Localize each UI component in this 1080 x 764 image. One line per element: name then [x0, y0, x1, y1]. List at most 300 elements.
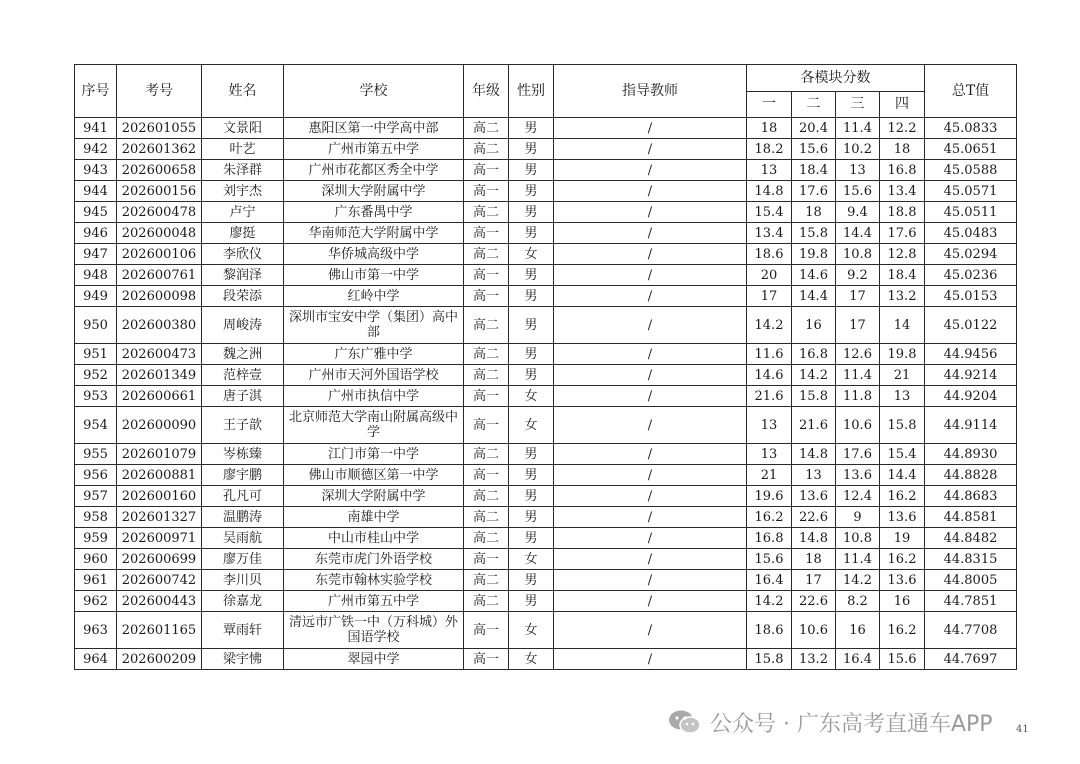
cell-name: 卢宁 — [202, 202, 284, 223]
cell-exam-no: 202600761 — [117, 265, 202, 286]
cell-seq: 963 — [75, 612, 117, 649]
cell-module-2: 19.8 — [792, 244, 836, 265]
cell-exam-no: 202600473 — [117, 344, 202, 365]
cell-name: 黎润泽 — [202, 265, 284, 286]
cell-seq: 950 — [75, 307, 117, 344]
cell-total: 45.0294 — [925, 244, 1017, 265]
cell-exam-no: 202600160 — [117, 486, 202, 507]
cell-exam-no: 202601165 — [117, 612, 202, 649]
table-row — [75, 202, 1017, 223]
cell-module-2: 16.8 — [792, 344, 836, 365]
cell-grade: 高一 — [464, 649, 509, 670]
cell-total: 44.8930 — [925, 444, 1017, 465]
cell-school: 广州市第五中学 — [284, 591, 464, 612]
cell-exam-no: 202600090 — [117, 407, 202, 444]
cell-name: 孔凡可 — [202, 486, 284, 507]
cell-module-3: 14.2 — [836, 570, 880, 591]
cell-seq: 958 — [75, 507, 117, 528]
cell-module-4: 16.2 — [880, 486, 925, 507]
cell-module-2: 13.2 — [792, 649, 836, 670]
cell-gender: 男 — [509, 486, 554, 507]
table-row — [75, 407, 1017, 444]
cell-exam-no: 202600443 — [117, 591, 202, 612]
cell-module-4: 13 — [880, 386, 925, 407]
cell-teacher: / — [554, 649, 747, 670]
cell-grade: 高二 — [464, 591, 509, 612]
cell-total: 45.0153 — [925, 286, 1017, 307]
table-row — [75, 386, 1017, 407]
watermark — [668, 706, 993, 738]
cell-module-4: 13.2 — [880, 286, 925, 307]
cell-grade: 高一 — [464, 465, 509, 486]
table-row — [75, 265, 1017, 286]
cell-teacher: / — [554, 465, 747, 486]
cell-total: 44.8482 — [925, 528, 1017, 549]
cell-gender: 女 — [509, 612, 554, 649]
cell-name: 李川贝 — [202, 570, 284, 591]
cell-seq: 956 — [75, 465, 117, 486]
cell-gender: 女 — [509, 649, 554, 670]
cell-total: 44.9214 — [925, 365, 1017, 386]
cell-teacher: / — [554, 528, 747, 549]
cell-module-1: 13 — [747, 407, 792, 444]
cell-name: 文景阳 — [202, 118, 284, 139]
cell-gender: 男 — [509, 570, 554, 591]
cell-module-1: 20 — [747, 265, 792, 286]
cell-name: 王子歆 — [202, 407, 284, 444]
cell-grade: 高一 — [464, 612, 509, 649]
cell-school: 中山市桂山中学 — [284, 528, 464, 549]
cell-seq: 947 — [75, 244, 117, 265]
cell-seq: 946 — [75, 223, 117, 244]
cell-module-1: 14.2 — [747, 591, 792, 612]
cell-total: 44.8828 — [925, 465, 1017, 486]
cell-seq: 945 — [75, 202, 117, 223]
cell-module-2: 20.4 — [792, 118, 836, 139]
cell-module-2: 13.6 — [792, 486, 836, 507]
cell-module-3: 11.4 — [836, 118, 880, 139]
cell-gender: 男 — [509, 365, 554, 386]
cell-module-2: 16 — [792, 307, 836, 344]
cell-teacher: / — [554, 344, 747, 365]
cell-gender: 男 — [509, 307, 554, 344]
cell-exam-no: 202600971 — [117, 528, 202, 549]
cell-school: 红岭中学 — [284, 286, 464, 307]
cell-exam-no: 202600881 — [117, 465, 202, 486]
cell-module-4: 15.8 — [880, 407, 925, 444]
cell-exam-no: 202600380 — [117, 307, 202, 344]
header-module-4: 四 — [880, 92, 925, 118]
cell-module-4: 15.6 — [880, 649, 925, 670]
cell-total: 45.0483 — [925, 223, 1017, 244]
cell-seq: 964 — [75, 649, 117, 670]
cell-school: 江门市第一中学 — [284, 444, 464, 465]
cell-name: 段荣添 — [202, 286, 284, 307]
cell-teacher: / — [554, 202, 747, 223]
cell-exam-no: 202600156 — [117, 181, 202, 202]
cell-teacher: / — [554, 407, 747, 444]
cell-module-2: 21.6 — [792, 407, 836, 444]
cell-teacher: / — [554, 307, 747, 344]
table-row — [75, 444, 1017, 465]
cell-module-2: 18 — [792, 549, 836, 570]
cell-module-1: 16.2 — [747, 507, 792, 528]
cell-module-2: 13 — [792, 465, 836, 486]
header-grade: 年级 — [464, 65, 509, 118]
cell-exam-no: 202601327 — [117, 507, 202, 528]
cell-module-3: 13 — [836, 160, 880, 181]
cell-gender: 男 — [509, 181, 554, 202]
cell-grade: 高二 — [464, 365, 509, 386]
table-row — [75, 344, 1017, 365]
table-row — [75, 365, 1017, 386]
header-name: 姓名 — [202, 65, 284, 118]
cell-module-3: 16.4 — [836, 649, 880, 670]
cell-grade: 高一 — [464, 386, 509, 407]
cell-exam-no: 202601349 — [117, 365, 202, 386]
cell-grade: 高二 — [464, 486, 509, 507]
cell-gender: 男 — [509, 160, 554, 181]
cell-module-1: 16.4 — [747, 570, 792, 591]
cell-teacher: / — [554, 223, 747, 244]
cell-seq: 957 — [75, 486, 117, 507]
cell-module-4: 19.8 — [880, 344, 925, 365]
cell-seq: 943 — [75, 160, 117, 181]
cell-school: 佛山市顺德区第一中学 — [284, 465, 464, 486]
cell-total: 44.8005 — [925, 570, 1017, 591]
cell-exam-no: 202600209 — [117, 649, 202, 670]
cell-module-3: 11.4 — [836, 549, 880, 570]
cell-total: 44.9114 — [925, 407, 1017, 444]
page-number: 41 — [1016, 724, 1029, 735]
table-row — [75, 465, 1017, 486]
cell-grade: 高二 — [464, 444, 509, 465]
cell-school: 佛山市第一中学 — [284, 265, 464, 286]
table-row — [75, 139, 1017, 160]
cell-module-2: 15.8 — [792, 223, 836, 244]
cell-module-1: 21 — [747, 465, 792, 486]
cell-module-4: 16.2 — [880, 612, 925, 649]
cell-seq: 951 — [75, 344, 117, 365]
cell-teacher: / — [554, 612, 747, 649]
cell-school: 北京师范大学南山附属高级中学 — [284, 407, 464, 444]
cell-module-4: 19 — [880, 528, 925, 549]
cell-total: 45.0571 — [925, 181, 1017, 202]
cell-grade: 高一 — [464, 181, 509, 202]
cell-total: 45.0511 — [925, 202, 1017, 223]
cell-module-4: 15.4 — [880, 444, 925, 465]
cell-module-4: 13.6 — [880, 570, 925, 591]
cell-seq: 948 — [75, 265, 117, 286]
cell-module-3: 9 — [836, 507, 880, 528]
cell-school: 广州市执信中学 — [284, 386, 464, 407]
header-module-group: 各模块分数 — [747, 65, 925, 92]
table-row — [75, 286, 1017, 307]
cell-module-4: 18 — [880, 139, 925, 160]
cell-exam-no: 202600661 — [117, 386, 202, 407]
cell-module-2: 14.6 — [792, 265, 836, 286]
cell-school: 南雄中学 — [284, 507, 464, 528]
cell-grade: 高二 — [464, 118, 509, 139]
header-module-3: 三 — [836, 92, 880, 118]
table-row — [75, 612, 1017, 649]
cell-teacher: / — [554, 549, 747, 570]
table-row — [75, 118, 1017, 139]
cell-name: 刘宇杰 — [202, 181, 284, 202]
cell-grade: 高二 — [464, 570, 509, 591]
cell-name: 周峻涛 — [202, 307, 284, 344]
cell-name: 朱泽群 — [202, 160, 284, 181]
cell-seq: 961 — [75, 570, 117, 591]
table-row — [75, 307, 1017, 344]
cell-module-4: 12.2 — [880, 118, 925, 139]
cell-total: 44.9456 — [925, 344, 1017, 365]
cell-school: 东莞市虎门外语学校 — [284, 549, 464, 570]
cell-module-1: 18.6 — [747, 612, 792, 649]
cell-module-2: 15.8 — [792, 386, 836, 407]
cell-module-3: 9.4 — [836, 202, 880, 223]
cell-teacher: / — [554, 160, 747, 181]
cell-seq: 944 — [75, 181, 117, 202]
cell-module-3: 10.2 — [836, 139, 880, 160]
cell-module-3: 11.8 — [836, 386, 880, 407]
cell-module-2: 14.2 — [792, 365, 836, 386]
cell-module-4: 18.4 — [880, 265, 925, 286]
cell-seq: 960 — [75, 549, 117, 570]
cell-gender: 女 — [509, 386, 554, 407]
cell-total: 44.8315 — [925, 549, 1017, 570]
cell-module-1: 13.4 — [747, 223, 792, 244]
table-row — [75, 591, 1017, 612]
header-gender: 性别 — [509, 65, 554, 118]
cell-name: 梁宇怫 — [202, 649, 284, 670]
cell-module-4: 14.4 — [880, 465, 925, 486]
cell-module-4: 21 — [880, 365, 925, 386]
cell-module-1: 11.6 — [747, 344, 792, 365]
cell-gender: 男 — [509, 202, 554, 223]
cell-name: 吴雨航 — [202, 528, 284, 549]
table-row — [75, 160, 1017, 181]
cell-module-4: 16.2 — [880, 549, 925, 570]
cell-module-1: 15.4 — [747, 202, 792, 223]
cell-total: 44.8581 — [925, 507, 1017, 528]
cell-seq: 959 — [75, 528, 117, 549]
table-row — [75, 649, 1017, 670]
cell-name: 魏之洲 — [202, 344, 284, 365]
cell-name: 李欣仪 — [202, 244, 284, 265]
cell-grade: 高二 — [464, 202, 509, 223]
cell-module-4: 14 — [880, 307, 925, 344]
cell-teacher: / — [554, 286, 747, 307]
cell-module-3: 17.6 — [836, 444, 880, 465]
table-row — [75, 549, 1017, 570]
cell-exam-no: 202601079 — [117, 444, 202, 465]
cell-module-3: 15.6 — [836, 181, 880, 202]
cell-grade: 高二 — [464, 244, 509, 265]
cell-module-2: 15.6 — [792, 139, 836, 160]
score-table — [74, 64, 1017, 670]
cell-grade: 高二 — [464, 307, 509, 344]
cell-total: 45.0833 — [925, 118, 1017, 139]
cell-module-1: 21.6 — [747, 386, 792, 407]
cell-exam-no: 202600742 — [117, 570, 202, 591]
cell-grade: 高一 — [464, 160, 509, 181]
cell-exam-no: 202600098 — [117, 286, 202, 307]
cell-total: 45.0651 — [925, 139, 1017, 160]
cell-module-3: 17 — [836, 307, 880, 344]
cell-module-1: 18.6 — [747, 244, 792, 265]
cell-grade: 高一 — [464, 286, 509, 307]
cell-school: 翠园中学 — [284, 649, 464, 670]
cell-name: 廖挺 — [202, 223, 284, 244]
cell-grade: 高二 — [464, 344, 509, 365]
cell-module-3: 9.2 — [836, 265, 880, 286]
cell-school: 深圳市宝安中学（集团）高中部 — [284, 307, 464, 344]
cell-module-4: 13.4 — [880, 181, 925, 202]
cell-module-1: 13 — [747, 160, 792, 181]
cell-total: 45.0122 — [925, 307, 1017, 344]
cell-exam-no: 202600106 — [117, 244, 202, 265]
cell-teacher: / — [554, 244, 747, 265]
cell-school: 广州市天河外国语学校 — [284, 365, 464, 386]
cell-total: 44.7708 — [925, 612, 1017, 649]
cell-school: 华侨城高级中学 — [284, 244, 464, 265]
cell-gender: 男 — [509, 507, 554, 528]
cell-module-2: 18.4 — [792, 160, 836, 181]
cell-module-3: 10.6 — [836, 407, 880, 444]
cell-module-3: 16 — [836, 612, 880, 649]
cell-gender: 男 — [509, 528, 554, 549]
cell-seq: 952 — [75, 365, 117, 386]
cell-gender: 男 — [509, 118, 554, 139]
cell-school: 深圳大学附属中学 — [284, 486, 464, 507]
table-row — [75, 244, 1017, 265]
cell-module-4: 13.6 — [880, 507, 925, 528]
cell-school: 深圳大学附属中学 — [284, 181, 464, 202]
cell-grade: 高二 — [464, 528, 509, 549]
cell-seq: 941 — [75, 118, 117, 139]
cell-module-1: 17 — [747, 286, 792, 307]
cell-name: 叶艺 — [202, 139, 284, 160]
cell-total: 45.0588 — [925, 160, 1017, 181]
cell-module-1: 14.8 — [747, 181, 792, 202]
cell-gender: 女 — [509, 407, 554, 444]
cell-seq: 955 — [75, 444, 117, 465]
cell-name: 廖万佳 — [202, 549, 284, 570]
cell-seq: 953 — [75, 386, 117, 407]
cell-name: 廖宇鹏 — [202, 465, 284, 486]
table-row — [75, 528, 1017, 549]
cell-module-3: 14.4 — [836, 223, 880, 244]
cell-school: 清远市广铁一中（万科城）外国语学校 — [284, 612, 464, 649]
cell-total: 44.7851 — [925, 591, 1017, 612]
cell-module-2: 22.6 — [792, 591, 836, 612]
cell-school: 惠阳区第一中学高中部 — [284, 118, 464, 139]
cell-module-4: 18.8 — [880, 202, 925, 223]
cell-module-1: 13 — [747, 444, 792, 465]
cell-grade: 高一 — [464, 265, 509, 286]
cell-module-3: 11.4 — [836, 365, 880, 386]
cell-module-2: 10.6 — [792, 612, 836, 649]
cell-module-3: 17 — [836, 286, 880, 307]
cell-module-1: 14.6 — [747, 365, 792, 386]
table-row — [75, 507, 1017, 528]
table-row — [75, 570, 1017, 591]
cell-module-1: 15.8 — [747, 649, 792, 670]
cell-seq: 949 — [75, 286, 117, 307]
cell-grade: 高二 — [464, 507, 509, 528]
cell-teacher: / — [554, 365, 747, 386]
cell-name: 范梓壹 — [202, 365, 284, 386]
header-exam-no: 考号 — [117, 65, 202, 118]
cell-teacher: / — [554, 139, 747, 160]
cell-seq: 954 — [75, 407, 117, 444]
cell-school: 东莞市翰林实验学校 — [284, 570, 464, 591]
cell-gender: 男 — [509, 286, 554, 307]
cell-name: 岑栋臻 — [202, 444, 284, 465]
cell-total: 44.8683 — [925, 486, 1017, 507]
cell-total: 45.0236 — [925, 265, 1017, 286]
header-seq: 序号 — [75, 65, 117, 118]
table-row — [75, 223, 1017, 244]
header-module-2: 二 — [792, 92, 836, 118]
cell-module-3: 8.2 — [836, 591, 880, 612]
cell-gender: 男 — [509, 223, 554, 244]
cell-grade: 高一 — [464, 223, 509, 244]
cell-gender: 男 — [509, 265, 554, 286]
cell-module-2: 17.6 — [792, 181, 836, 202]
cell-total: 44.7697 — [925, 649, 1017, 670]
cell-teacher: / — [554, 486, 747, 507]
cell-module-2: 14.8 — [792, 528, 836, 549]
cell-module-4: 17.6 — [880, 223, 925, 244]
cell-module-2: 17 — [792, 570, 836, 591]
cell-gender: 男 — [509, 465, 554, 486]
cell-exam-no: 202600048 — [117, 223, 202, 244]
cell-exam-no: 202601362 — [117, 139, 202, 160]
cell-grade: 高一 — [464, 549, 509, 570]
cell-school: 广东番禺中学 — [284, 202, 464, 223]
cell-seq: 962 — [75, 591, 117, 612]
cell-teacher: / — [554, 507, 747, 528]
cell-teacher: / — [554, 444, 747, 465]
cell-exam-no: 202601055 — [117, 118, 202, 139]
cell-total: 44.9204 — [925, 386, 1017, 407]
cell-module-1: 14.2 — [747, 307, 792, 344]
header-module-1: 一 — [747, 92, 792, 118]
cell-module-3: 12.4 — [836, 486, 880, 507]
header-school: 学校 — [284, 65, 464, 118]
table-body — [75, 118, 1017, 670]
cell-module-1: 15.6 — [747, 549, 792, 570]
wechat-icon — [668, 709, 702, 735]
cell-module-1: 16.8 — [747, 528, 792, 549]
cell-module-3: 13.6 — [836, 465, 880, 486]
cell-gender: 男 — [509, 444, 554, 465]
cell-exam-no: 202600699 — [117, 549, 202, 570]
cell-gender: 女 — [509, 549, 554, 570]
cell-module-1: 18 — [747, 118, 792, 139]
watermark-text: 公众号 · 广东高考直通车APP — [710, 711, 993, 737]
cell-module-4: 12.8 — [880, 244, 925, 265]
cell-module-2: 14.8 — [792, 444, 836, 465]
cell-module-4: 16.8 — [880, 160, 925, 181]
cell-module-2: 18 — [792, 202, 836, 223]
cell-teacher: / — [554, 591, 747, 612]
cell-module-3: 10.8 — [836, 528, 880, 549]
header-total: 总T值 — [925, 65, 1017, 118]
cell-school: 广州市花都区秀全中学 — [284, 160, 464, 181]
